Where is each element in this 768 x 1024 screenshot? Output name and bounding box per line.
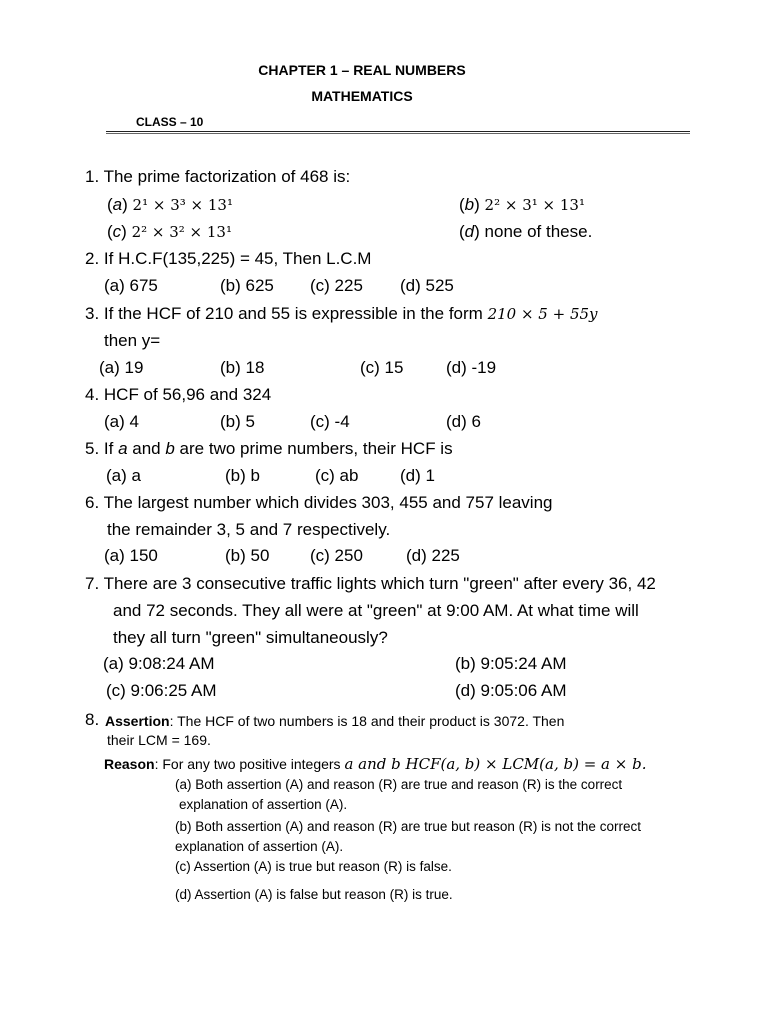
q6-option-b: (b) 50 [225,546,270,565]
q1-stem: 1. The prime factorization of 468 is: [85,167,351,186]
q3-form-math: 210 × 5 + 55y [487,305,598,323]
q5-pre: 5. If [85,439,119,458]
q5-mid: and [127,439,166,458]
q1-option-d: (d) none of these. [459,222,593,241]
q7-option-c: (c) 9:06:25 AM [106,681,217,700]
q1-a-letter: a [112,195,123,214]
q5-option-d: (d) 1 [400,466,435,485]
q8-assertion-text: : The HCF of two numbers is 18 and their product is 3072. Then [169,713,565,729]
q3-option-c: (c) 15 [360,358,404,377]
q5-stem [85,439,453,459]
q7-stem-1: 7. There are 3 consecutive traffic lights which turn "green" after every 36, 42 [85,574,656,593]
class-label: CLASS – 10 [136,115,204,129]
subject-title: MATHEMATICS [311,88,413,104]
q2-option-d: (d) 525 [400,276,454,295]
header-divider [106,131,690,132]
q8-option-c: (c) Assertion (A) is true but reason (R) is false. [175,859,452,874]
q6-stem-1: 6. The largest number which divides 303, 455 and 757 leaving [85,493,553,512]
q6-option-a: (a) 150 [104,546,158,565]
q6-option-c: (c) 250 [310,546,363,565]
q8-reason-math: a and b HCF(a, b) × LCM(a, b) = a × b. [344,755,647,773]
q4-option-c: (c) -4 [310,412,350,431]
q5-option-a: (a) a [106,466,141,485]
q3-option-a: (a) 19 [99,358,144,377]
q6-stem-2: the remainder 3, 5 and 7 respectively. [107,520,391,539]
q2-option-c: (c) 225 [310,276,363,295]
q1-d-text: none of these. [479,222,593,241]
q3-stem-text: 3. If the HCF of 210 and 55 is expressible in the form [85,304,483,323]
q3-stem [85,304,598,324]
q2-option-b: (b) 625 [220,276,274,295]
q7-stem-2: and 72 seconds. They all were at "green" at 9:00 AM. At what time will [113,601,639,620]
q6-option-d: (d) 225 [406,546,460,565]
q3-stem-2: then y= [104,331,161,350]
q8-reason-text: : For any two positive integers [154,756,345,772]
q2-option-a: (a) 675 [104,276,158,295]
q3-option-b: (b) 18 [220,358,265,377]
q8-assertion-2: their LCM = 169. [107,732,211,748]
q1-option-c: (c) 2² × 3² × 13¹ [107,222,232,241]
q2-stem: 2. If H.C.F(135,225) = 45, Then L.C.M [85,249,372,268]
q8-option-a-1: (a) Both assertion (A) and reason (R) are true and reason (R) is the correct [175,777,623,792]
q1-d-letter: d [464,222,475,241]
q1-c-letter: c [112,222,122,241]
q1-b-letter: b [464,195,475,214]
q5-option-c: (c) ab [315,466,359,485]
q8-reason-label: Reason [104,756,155,772]
q8-option-b-2: explanation of assertion (A). [175,839,344,854]
q7-option-b: (b) 9:05:24 AM [455,654,567,673]
q8-assertion [105,712,564,730]
q8-reason [104,755,646,773]
chapter-title: CHAPTER 1 – REAL NUMBERS [258,62,466,78]
q5-var-a: a [118,439,128,458]
q7-option-d: (d) 9:05:06 AM [455,681,567,700]
q8-option-d: (d) Assertion (A) is false but reason (R) is true. [175,887,453,902]
q4-option-d: (d) 6 [446,412,481,431]
q5-option-b: (b) b [225,466,260,485]
q8-option-b-1: (b) Both assertion (A) and reason (R) are true but reason (R) is not the correct [175,819,641,834]
q5-post: are two prime numbers, their HCF is [174,439,453,458]
q1-option-b: (b) 2² × 3¹ × 13¹ [459,195,585,214]
q7-option-a: (a) 9:08:24 AM [103,654,215,673]
q8-assertion-label: Assertion [105,713,170,729]
q1-b-math: 2² × 3¹ × 13¹ [484,196,585,214]
q3-option-d: (d) -19 [446,358,497,377]
q8-option-a-2: explanation of assertion (A). [179,797,348,812]
q7-stem-3: they all turn "green" simultaneously? [113,628,388,647]
q1-option-a: (a) 2¹ × 3³ × 13¹ [107,195,233,214]
q5-var-b: b [165,439,175,458]
q1-c-math: 2² × 3² × 13¹ [131,223,232,241]
q4-option-a: (a) 4 [104,412,139,431]
q8-number: 8. [85,710,100,729]
q4-stem: 4. HCF of 56,96 and 324 [85,385,272,404]
q1-a-math: 2¹ × 3³ × 13¹ [132,196,233,214]
header-divider-2 [106,133,690,134]
q4-option-b: (b) 5 [220,412,255,431]
